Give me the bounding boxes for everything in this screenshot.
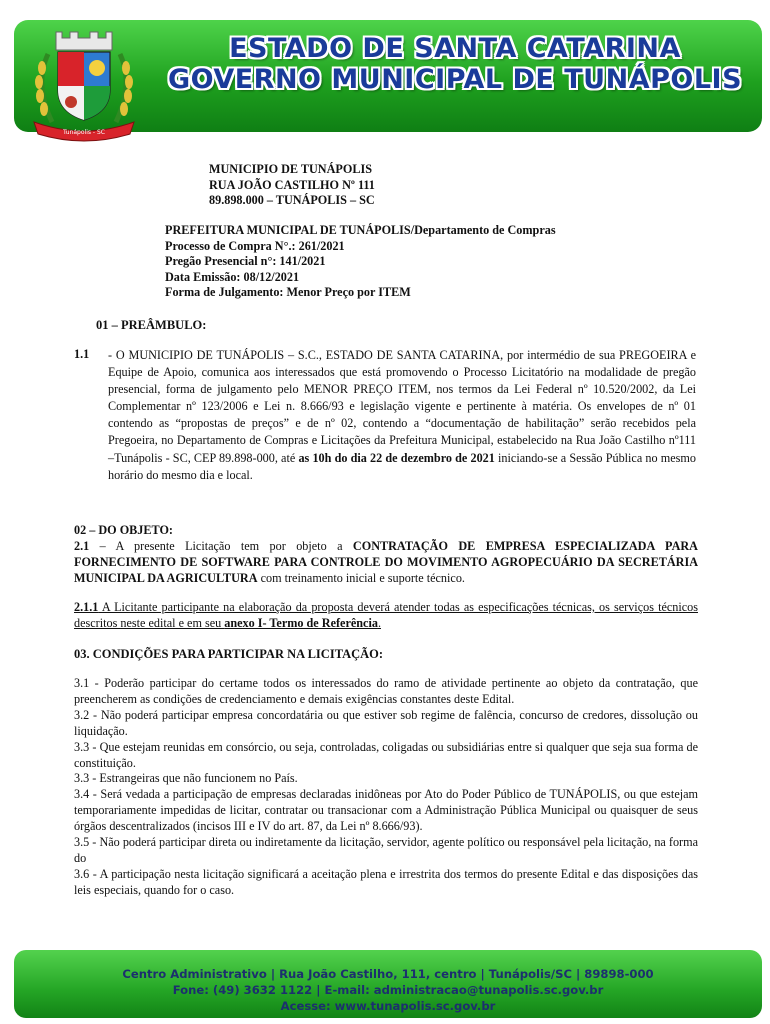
clause-number: 2.1.1 <box>74 600 99 614</box>
header-title-state: ESTADO DE SANTA CATARINA <box>229 33 681 64</box>
list-item: 3.3 - Que estejam reunidas em consórcio, ou seja, controladas, coligadas ou subsidiárias entre si qualquer que seja sua forma de constituição. <box>74 739 698 770</box>
address-line: 89.898.000 – TUNÁPOLIS – SC <box>209 193 375 207</box>
svg-text:Tunápolis - SC: Tunápolis - SC <box>63 129 105 136</box>
list-item: 3.2 - Não poderá participar empresa concordatária ou que estiver sob regime de falência, concurso de credores, dissolução ou liquidação. <box>74 707 698 738</box>
paragraph-text: – A presente Licitação tem por objeto a <box>89 539 353 553</box>
preambulo-paragraph <box>108 347 696 484</box>
address-line: RUA JOÃO CASTILHO Nº 111 <box>209 177 375 192</box>
process-number: Processo de Compra N°.: 261/2021 <box>165 238 345 253</box>
section-heading-objeto: 02 – DO OBJETO: <box>74 523 173 537</box>
list-item: 3.4 - Será vedada a participação de empresas declaradas inidôneas por Ato do Poder Público de TUNÁPOLIS, ou que estejam temporariamente impedidas de licitar, contratar ou transacionar com a Administração Pública Municipal ou quaisquer de seus órgãos descentralizados (incisos III e IV do art. 87, da Lei nº 8.666/93). <box>74 787 698 834</box>
footer-contact: Fone: (49) 3632 1122 | E-mail: administracao@tunapolis.sc.gov.br <box>172 983 604 997</box>
section-heading-preambulo: 01 – PREÂMBULO: <box>96 318 207 332</box>
conditions-list <box>74 676 698 899</box>
section-heading-condicoes: 03. CONDIÇÕES PARA PARTICIPAR NA LICITAÇÃO: <box>74 647 384 661</box>
objeto-paragraph <box>74 538 698 586</box>
paragraph-text: - O MUNICIPIO DE TUNÁPOLIS – S.C., ESTADO DE SANTA CATARINA, por intermédio de sua PREGOEIRA e Equipe de Apoio, comunica aos interessados que está promovendo o Processo Licitatório na modalidade de pregão presencial, forma de julgamento pelo MENOR PREÇO ITEM, nos termos da Lei Federal nº 10.520/2002, da Lei Complementar nº 123/2006 e Lei n. 8.666/93 e legislação vigente e pertinente à matéria. Os envelopes de nº 01 contendo as “propostas de preços” e de nº 02, contendo a “documentação de habilitação” serão recebidos pela Pregoeira, no Departamento de Compras e Licitações da Prefeitura Municipal, estabelecido na Rua João Castilho nº111 –Tunápolis - SC, CEP 89.898-000, até <box>108 348 696 465</box>
process-meta-block <box>165 223 556 301</box>
pregao-number: Pregão Presencial n°: 141/2021 <box>165 254 326 269</box>
footer-website: Acesse: www.tunapolis.sc.gov.br <box>280 999 496 1013</box>
judgment-form: Forma de Julgamento: Menor Preço por ITEM <box>165 285 411 300</box>
header-title-government: GOVERNO MUNICIPAL DE TUNÁPOLIS <box>167 64 743 95</box>
clause-number: 2.1 <box>74 539 90 553</box>
list-item: 3.6 - A participação nesta licitação significará a aceitação plena e irrestrita dos termos do presente Edital e das disposições das leis especiais, quando for o caso. <box>74 866 698 897</box>
object-description: CONTRATAÇÃO DE EMPRESA ESPECIALIZADA PARA FORNECIMENTO DE SOFTWARE PARA CONTROLE DO MOVIMENTO AGROPECUÁRIO DA SECRETÁRIA MUNICIPAL DA AGRICULTURA <box>74 539 698 585</box>
issue-date: Data Emissão: 08/12/2021 <box>165 269 300 284</box>
paragraph-text: . <box>377 616 381 630</box>
paragraph-text: com treinamento inicial e suporte técnico. <box>257 571 465 585</box>
objeto-section <box>74 522 698 586</box>
subclause-2-1-1 <box>74 599 698 631</box>
annex-reference: anexo I- Termo de Referência <box>224 616 378 630</box>
municipal-coat-of-arms-icon <box>26 24 142 142</box>
clause-number: 1.1 <box>74 347 90 361</box>
list-item: 3.5 - Não poderá participar direta ou indiretamente da licitação, servidor, agente político ou responsável pela licitação, na forma do <box>74 835 698 865</box>
department-line: PREFEITURA MUNICIPAL DE TUNÁPOLIS/Departamento de Compras <box>165 223 556 237</box>
paragraph-text: A Licitante participante na elaboração da proposta deverá atender todas as especificações técnicas, os serviços técnicos descritos neste edital e em seu <box>74 600 698 630</box>
list-item: 3.1 - Poderão participar do certame todos os interessados do ramo de atividade pertinente ao objeto da contratação, que preencherem as condições de credenciamento e demais exigências constantes deste Edital. <box>74 676 698 706</box>
address-line: MUNICIPIO DE TUNÁPOLIS <box>209 162 372 176</box>
list-item: 3.3 - Estrangeiras que não funcionem no País. <box>74 771 298 786</box>
paragraph-text: iniciando-se a Sessão Pública no mesmo horário do mesmo dia e local. <box>108 450 696 482</box>
footer-address: Centro Administrativo | Rua João Castilho, 111, centro | Tunápolis/SC | 89898-000 <box>122 967 654 981</box>
address-block <box>209 162 375 209</box>
deadline-text: as 10h do dia 22 de dezembro de 2021 <box>298 450 495 465</box>
